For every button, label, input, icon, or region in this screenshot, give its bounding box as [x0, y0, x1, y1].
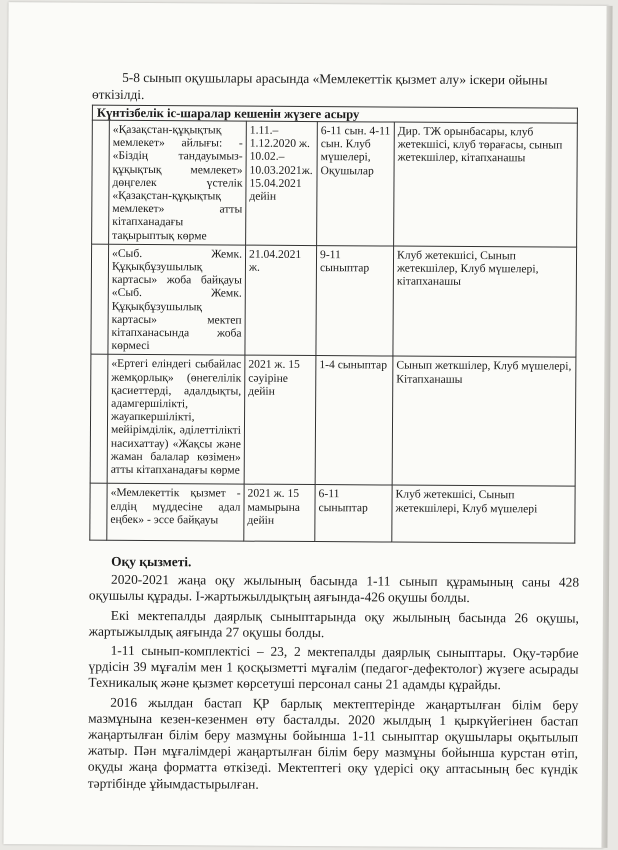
- table-caption: Күнтізбелік іс-шаралар кешенін жүзеге асыру: [92, 105, 578, 123]
- table-cell-responsible: Дир. ТЖ орынбасары, клуб жетекшісі, клуб төрағасы, сынып жетекшілер, кітапханашы: [394, 122, 578, 247]
- table-cell-participants: 6-11 сын. 4-11 сын. Клуб мүшелері, Оқушылар: [317, 122, 395, 246]
- events-table-block: [89, 105, 578, 544]
- table-cell-blank: [91, 244, 109, 355]
- table-cell-blank: [92, 120, 110, 244]
- table-cell-event: «Ертегі еліндегі сыбайлас жемқорлық» (өнегелілік қасиеттерді, адалдықты, адамгершілікті, жауапкершілікті, мейірімділік, әділеттілікті насихаттау) «Жақсы және жаман балалар көзімен» атты кітапханадағы көрме: [107, 355, 245, 485]
- document-page: [3, 2, 608, 848]
- section-paragraph: 2016 жылдан бастап ҚР барлық мектептерінде жаңартылған білім беру мазмұнына кезен-кезенмен өту басталды. 2020 жылдың 1 қыркүйегінен бастап жаңартылған білім беру мазмұны бойынша 1-11 сыныптар оқушылары оқытылып жатыр. Пән мұғалімдері жаңартылған білім беру мазмұны бойынша курстан өтіп, оқуды жаңа форматта өткізеді. Мектептегі оқу үдерісі оқу аптасының бес күндік тәртібінде ұйымдастырылған.: [87, 694, 579, 792]
- table-row: [90, 484, 575, 544]
- table-cell-date: 2021 ж. 15 сәуіріне дейін: [244, 356, 316, 485]
- intro-text: 5-8 сынып оқушылары арасында «Мемлекеттік қызмет алу» іскери ойыны өткізілді.: [91, 69, 548, 103]
- table-cell-blank: [90, 484, 107, 541]
- table-cell-date: 21.04.2021 ж.: [245, 245, 317, 356]
- table-cell-responsible: Клуб жетекшісі, Сынып жетекшілері, Клуб мүшелері: [392, 485, 575, 543]
- table-row: [92, 120, 578, 247]
- table-row: [90, 355, 576, 487]
- section-heading: Оқу қызметі.: [111, 553, 192, 570]
- table-cell-date: 1.11.– 1.12.2020 ж. 10.02.– 10.03.2021ж. 15.04.2021 дейін: [246, 121, 318, 245]
- table-cell-event: «Қазақстан-құқықтық мемлекет» айлығы: - «Біздің тандауымыз-құқықтық мемлекет» дөңгелек үстелік «Қазақстан-құқықтық мемлекет» атты кітапханадағы тақырыптық көрме: [109, 120, 247, 245]
- table-cell-responsible: Клуб жетекшісі, Сынып жетекшілер, Клуб мүшелері, кітапханашы: [393, 246, 577, 358]
- table-cell-participants: 6-11 сыныптар: [315, 485, 392, 542]
- table-cell-participants: 1-4 сыныптар: [315, 356, 393, 485]
- table-cell-date: 2021 ж. 15 мамырына дейін: [244, 485, 315, 542]
- table-cell-blank: [90, 355, 108, 484]
- intro-paragraph: [92, 69, 582, 106]
- table-cell-event: «Мемлекеттік қызмет - елдің мүддесіне адал еңбек» - эссе байқауы: [107, 484, 244, 542]
- table-cell-participants: 9-11 сыныптар: [316, 245, 394, 356]
- table-row: [91, 244, 577, 358]
- table-cell-responsible: Сынып жеткшілер, Клуб мүшелері, Кітапханашы: [392, 356, 576, 486]
- section-paragraph: 1-11 сынып-комплектісі – 23, 2 мектепалды даярлық сыныптары. Оқу-тәрбие үрдісін 39 мұғалім мен 1 қосқызметті мұғалім (педагог-дефектолог) жүзеге асырады Техникалық және қызмет көрсетуші персонал саны 21 адамды құрайды.: [88, 642, 579, 693]
- education-section: [88, 554, 579, 798]
- section-paragraph: 2020-2021 жаңа оқу жылының басында 1-11 сынып құрамының саны 428 оқушылы құрады. І-жартыжылдықтың аяғында-426 оқушы болды.: [88, 572, 580, 606]
- events-table: [89, 120, 578, 544]
- section-paragraph: Екі мектепалды даярлық сыныптарында оқу жылының басында 26 оқушы, жартыжылдық аяғында 27 оқушы болды.: [88, 607, 579, 640]
- page-edge: [601, 6, 612, 848]
- table-cell-event: «Сыб. Жемк. Құқықбұзушылық картасы» жоба байқауы «Сыб. Жемк. Құқықбұзушылық картасы» мектеп кітапханасында жоба көрмесі: [108, 244, 246, 355]
